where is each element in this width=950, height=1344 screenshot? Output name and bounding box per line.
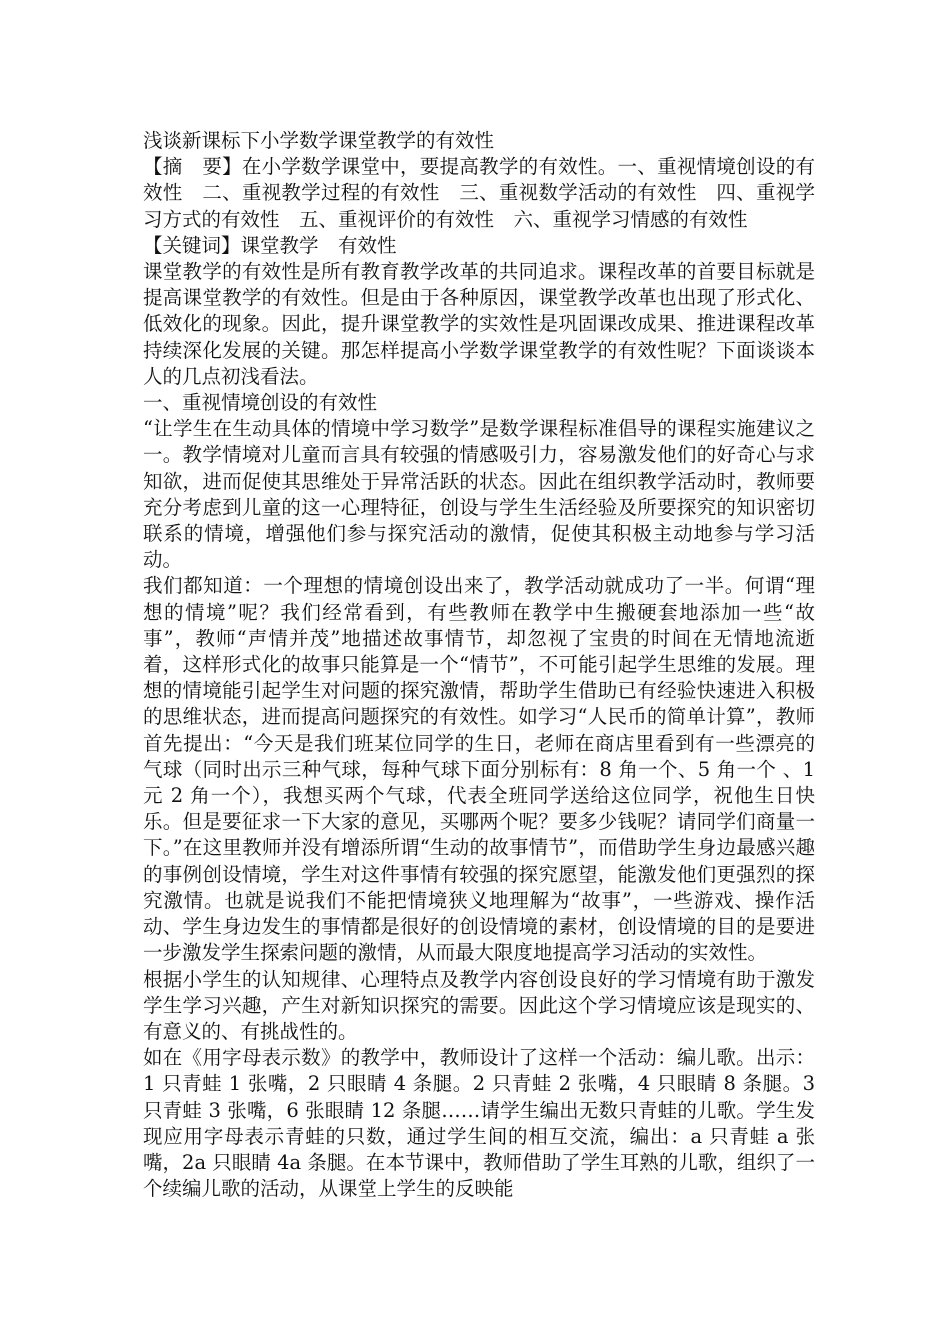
abstract-paragraph: 【摘 要】在小学数学课堂中，要提高教学的有效性。一、重视情境创设的有效性 二、重视教学过程的有效性 三、重视数学活动的有效性 四、重视学习方式的有效性 五、重视评价的有效性 六、重视学习情感的有效性	[143, 155, 815, 231]
keywords-paragraph: 【关键词】课堂教学 有效性	[143, 233, 397, 257]
document-page	[143, 128, 815, 1202]
body-paragraph: 根据小学生的认知规律、心理特点及教学内容创设良好的学习情境有助于激发学生学习兴趣，产生对新知识探究的需要。因此这个学习情境应该是现实的、有意义的、有挑战性的。	[143, 967, 815, 1043]
section-heading-1: 一、重视情境创设的有效性	[143, 391, 378, 415]
body-paragraph: 如在《用字母表示数》的教学中，教师设计了这样一个活动：编儿歌。出示：1 只青蛙 1 张嘴，2 只眼睛 4 条腿。2 只青蛙 2 张嘴，4 只眼睛 8 条腿。3 只青蛙 3 张嘴，6 张眼睛 12 条腿……请学生编出无数只青蛙的儿歌。学生发现应用字母表示青蛙的只数，通过学生间的相互交流，编出：a 只青蛙 a 张嘴，2a 只眼睛 4a 条腿。在本节课中，教师借助了学生耳熟的儿歌，组织了一个续编儿歌的活动，从课堂上学生的反映能	[143, 1046, 815, 1201]
body-paragraph: “让学生在生动具体的情境中学习数学”是数学课程标准倡导的课程实施建议之一。教学情境对儿童而言具有较强的情感吸引力，容易激发他们的好奇心与求知欲，进而促使其思维处于异常活跃的状态。因此在组织教学活动时，教师要充分考虑到儿童的这一心理特征，创设与学生生活经验及所要探究的知识密切联系的情境，增强他们参与探究活动的激情，促使其积极主动地参与学习活动。	[143, 417, 815, 572]
document-title: 浅谈新课标下小学数学课堂教学的有效性	[143, 129, 495, 152]
body-paragraph-intro: 课堂教学的有效性是所有教育教学改革的共同追求。课程改革的首要目标就是提高课堂教学的有效性。但是由于各种原因，课堂教学改革也出现了形式化、低效化的现象。因此，提升课堂教学的实效性是巩固课改成果、推进课程改革持续深化发展的关键。那怎样提高小学数学课堂教学的有效性呢？下面谈谈本人的几点初浅看法。	[143, 260, 815, 388]
body-paragraph: 我们都知道：一个理想的情境创设出来了，教学活动就成功了一半。何谓“理想的情境”呢？我们经常看到，有些教师在教学中生搬硬套地添加一些“故事”，教师“声情并茂”地描述故事情节，却忽视了宝贵的时间在无情地流逝着，这样形式化的故事只能算是一个“情节”，不可能引起学生思维的发展。理想的情境能引起学生对问题的探究激情，帮助学生借助已有经验快速进入积极的思维状态，进而提高问题探究的有效性。如学习“人民币的简单计算”，教师首先提出：“今天是我们班某位同学的生日，老师在商店里看到有一些漂亮的气球（同时出示三种气球，每种气球下面分别标有：8 角一个、5 角一个 、1 元 2 角一个），我想买两个气球，代表全班同学送给这位同学，祝他生日快乐。但是要征求一下大家的意见，买哪两个呢？要多少钱呢？请同学们商量一下。”在这里教师并没有增添所谓“生动的故事情节”，而借助学生身边最感兴趣的事例创设情境，学生对这件事情有较强的探究愿望，能激发他们更强烈的探究激情。也就是说我们不能把情境狭义地理解为“故事”，一些游戏、操作活动、学生身边发生的事情都是很好的创设情境的素材，创设情境的目的是要进一步激发学生探索问题的激情，从而最大限度地提高学习活动的实效性。	[143, 574, 815, 965]
